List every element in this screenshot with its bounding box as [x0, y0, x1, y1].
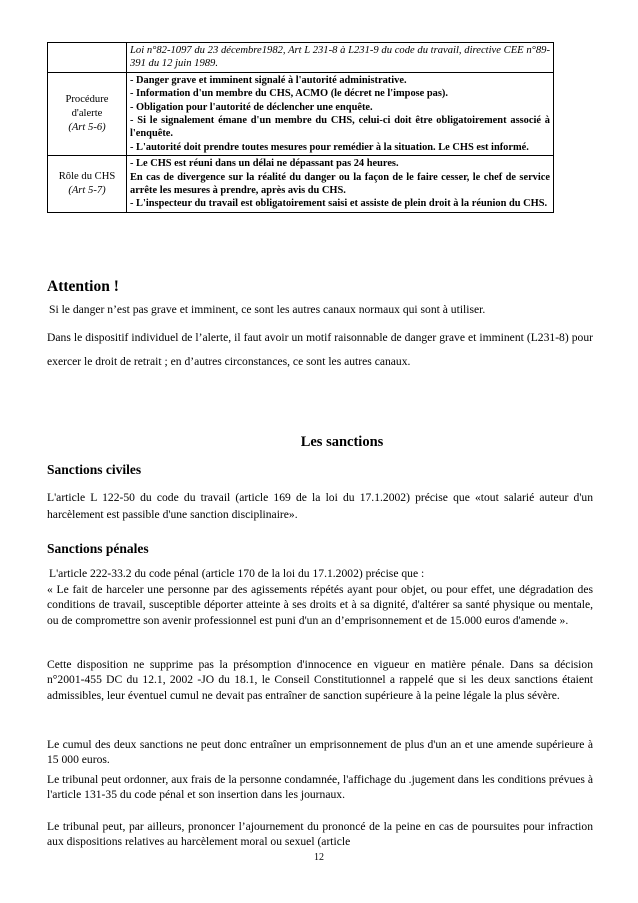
row-label-line: Rôle du CHS: [58, 171, 116, 183]
row-label-article: (Art 5-6): [68, 122, 106, 134]
legal-reference-table: [47, 42, 554, 213]
list-item: - Si le signalement émane d'un membre du CHS, celui-ci doit être obligatoirement associé à l'enquête.: [130, 115, 550, 140]
table-empty-cell: [48, 43, 127, 73]
penal-quote: « Le fait de harceler une personne par des agissements répétés ayant pour objet, ou pour effet, une dégradation des conditions de travail, susceptible déporter atteinte à ses droits et à sa dignité, d'altérer sa santé physique ou mentale, ou de compromettre son avenir professionnel est puni d'un an d’emprisonnement et de 15.000 euros d'amende ».: [47, 583, 593, 627]
penal-sanctions-heading: Sanctions pénales: [47, 541, 149, 556]
attention-paragraph: Dans le dispositif individuel de l’alerte, il faut avoir un motif raisonnable de danger grave et imminent (L231-8) pour exercer le droit de retrait ; en d’autres circonstances, ce sont les autres canaux.: [47, 331, 593, 368]
attention-line: Si le danger n’est pas grave et imminent, ce sont les autres canaux normaux qui sont à utiliser.: [49, 303, 486, 316]
row-label-article: (Art 5-7): [68, 185, 106, 197]
row-label-line: d'alerte: [71, 108, 103, 120]
law-reference: Loi n°82-1097 du 23 décembre1982, Art L 231-8 à L231-9 du code du travail, directive CEE n°89-391 du 12 juin 1989.: [127, 43, 554, 73]
table-row: [48, 156, 554, 213]
cumul-paragraph: Le cumul des deux sanctions ne peut donc entraîner un emprisonnement de plus d'un an et une amende supérieure à 15 000 euros.: [47, 738, 593, 767]
table-header-row: [48, 43, 554, 73]
list-item: - L'autorité doit prendre toutes mesures pour remédier à la situation. Le CHS est informé.: [130, 141, 529, 153]
presumption-paragraph: Cette disposition ne supprime pas la présomption d'innocence en vigueur en matière pénale. Dans sa décision n°2001-455 DC du 12.1, 2002 -JO du 18.1, le Conseil Constitutionnel a rappelé que si les deux sanctions étaient admissibles, leur éventuel cumul ne devait pas entraîner de sanction supérieure à la peine légale la plus sévère.: [47, 658, 593, 702]
section-title: Les sanctions: [300, 434, 384, 450]
row-label-role: [48, 156, 127, 213]
ajournement-paragraph: Le tribunal peut, par ailleurs, prononcer l’ajournement du prononcé de la peine en cas de poursuites pour infraction aux dispositions relatives au harcèlement moral ou sexuel (article: [47, 820, 593, 849]
list-item: En cas de divergence sur la réalité du danger ou la façon de le faire cesser, le chef de service arrête les mesures à prendre, après avis du CHS.: [130, 171, 550, 197]
civil-sanctions-heading: Sanctions civiles: [47, 462, 142, 477]
list-item: - Danger grave et imminent signalé à l'autorité administrative.: [130, 74, 407, 86]
list-item: - Information d'un membre du CHS, ACMO (le décret ne l'impose pas).: [130, 88, 448, 100]
procedure-items: [127, 72, 554, 155]
list-item: - L'inspecteur du travail est obligatoirement saisi et assiste de plein droit à la réunion du CHS.: [130, 198, 548, 210]
penal-intro: L'article 222-33.2 du code pénal (article 170 de la loi du 17.1.2002) précise que :: [49, 567, 425, 580]
list-item: - Le CHS est réuni dans un délai ne dépassant pas 24 heures.: [130, 158, 399, 170]
affichage-paragraph: Le tribunal peut ordonner, aux frais de la personne condamnée, l'affichage du .jugement dans les conditions prévues à l'article 131-35 du code pénal et son insertion dans les journaux.: [47, 773, 593, 802]
row-label-line: Procédure: [65, 94, 109, 106]
attention-heading: Attention !: [47, 278, 119, 295]
list-item: - Obligation pour l'autorité de déclencher une enquête.: [130, 101, 373, 113]
role-items: [127, 156, 554, 213]
table-row: [48, 72, 554, 155]
civil-sanctions-text: L'article L 122-50 du code du travail (article 169 de la loi du 17.1.2002) précise que «tout salarié auteur d'un harcèlement est passible d'une sanction disciplinaire».: [47, 491, 593, 521]
row-label-procedure: [48, 72, 127, 155]
page-number: 12: [314, 852, 324, 863]
